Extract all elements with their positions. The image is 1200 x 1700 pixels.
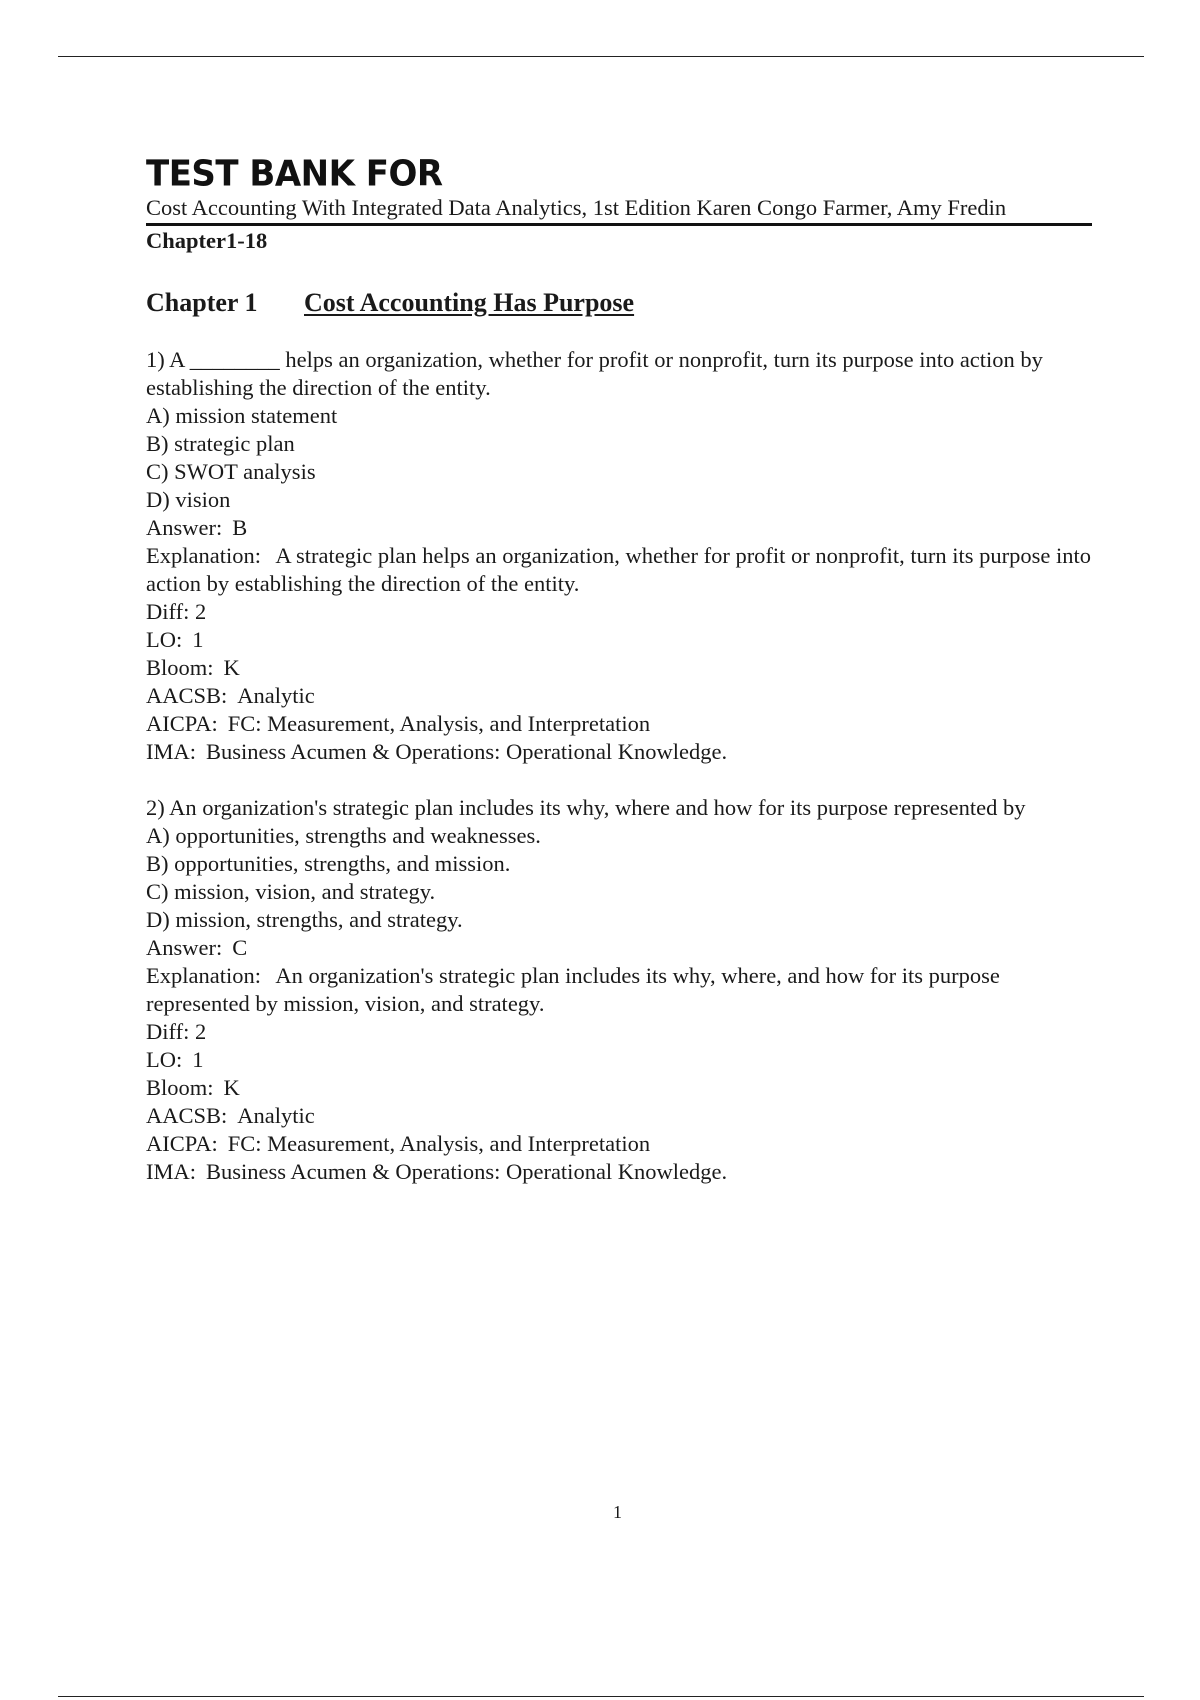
option-d: D) vision	[146, 487, 231, 512]
option-c: C) SWOT analysis	[146, 459, 316, 484]
chapter-range: Chapter1-18	[146, 228, 268, 253]
chapter-heading	[146, 286, 1096, 320]
explanation-label: Explanation:	[146, 963, 261, 988]
explanation-text: A strategic plan helps an organization, whether for profit or nonprofit, turn its purpose into action by establishing the direction of the entity.	[146, 543, 1092, 596]
aacsb-value: Analytic	[237, 683, 315, 708]
bloom-label: Bloom:	[146, 655, 214, 680]
answer-value: B	[232, 515, 248, 540]
page-number: 1	[613, 1502, 622, 1522]
explanation-text: An organization's strategic plan includes its why, where, and how for its purpose represented by mission, vision, and strategy.	[146, 963, 1000, 1016]
aicpa-label: AICPA:	[146, 711, 218, 736]
page-bottom-rule	[58, 1696, 1144, 1697]
aacsb-line	[146, 1102, 1096, 1130]
explanation-line	[146, 962, 1096, 1018]
option-b: B) opportunities, strengths, and mission.	[146, 851, 511, 876]
aicpa-line	[146, 710, 1096, 738]
lo-value: 1	[192, 627, 204, 652]
lo-line	[146, 626, 1096, 654]
lo-value: 1	[192, 1047, 204, 1072]
aicpa-line	[146, 1130, 1096, 1158]
option-d: D) mission, strengths, and strategy.	[146, 907, 463, 932]
answer-label: Answer:	[146, 935, 223, 960]
chapter-number: Chapter 1	[146, 288, 258, 317]
option-a: A) opportunities, strengths and weaknesses.	[146, 823, 541, 848]
aacsb-label: AACSB:	[146, 683, 228, 708]
answer-line	[146, 514, 1096, 542]
aicpa-value: FC: Measurement, Analysis, and Interpretation	[227, 711, 651, 736]
aicpa-label: AICPA:	[146, 1131, 218, 1156]
question-2	[146, 794, 1096, 1186]
document-body	[146, 152, 1096, 1186]
bloom-label: Bloom:	[146, 1075, 214, 1100]
aacsb-value: Analytic	[237, 1103, 315, 1128]
aacsb-line	[146, 682, 1096, 710]
ima-value: Business Acumen & Operations: Operational Knowledge.	[206, 739, 728, 764]
chapter-title: Cost Accounting Has Purpose	[304, 288, 635, 317]
question-1	[146, 346, 1096, 766]
ima-label: IMA:	[146, 739, 196, 764]
bloom-value: K	[223, 655, 240, 680]
difficulty: Diff: 2	[146, 1019, 207, 1044]
ima-line	[146, 738, 1096, 766]
explanation-line	[146, 542, 1096, 598]
option-c: C) mission, vision, and strategy.	[146, 879, 436, 904]
ima-value: Business Acumen & Operations: Operational Knowledge.	[206, 1159, 728, 1184]
question-stem: 1) A ________ helps an organization, whether for profit or nonprofit, turn its purpose into action by establishing the direction of the entity.	[146, 347, 1043, 400]
difficulty: Diff: 2	[146, 599, 207, 624]
question-stem: 2) An organization's strategic plan includes its why, where and how for its purpose represented by	[146, 795, 1026, 820]
answer-value: C	[232, 935, 248, 960]
document-title: TEST BANK FOR	[146, 153, 443, 196]
page-top-rule	[58, 56, 1144, 57]
aacsb-label: AACSB:	[146, 1103, 228, 1128]
bloom-line	[146, 654, 1096, 682]
option-a: A) mission statement	[146, 403, 338, 428]
answer-line	[146, 934, 1096, 962]
aicpa-value: FC: Measurement, Analysis, and Interpretation	[227, 1131, 651, 1156]
book-subtitle: Cost Accounting With Integrated Data Analytics, 1st Edition Karen Congo Farmer, Amy Fredin	[146, 194, 1092, 226]
bloom-line	[146, 1074, 1096, 1102]
lo-label: LO:	[146, 1047, 183, 1072]
lo-line	[146, 1046, 1096, 1074]
bloom-value: K	[223, 1075, 240, 1100]
explanation-label: Explanation:	[146, 543, 261, 568]
answer-label: Answer:	[146, 515, 223, 540]
option-b: B) strategic plan	[146, 431, 295, 456]
ima-label: IMA:	[146, 1159, 196, 1184]
ima-line	[146, 1158, 1096, 1186]
lo-label: LO:	[146, 627, 183, 652]
